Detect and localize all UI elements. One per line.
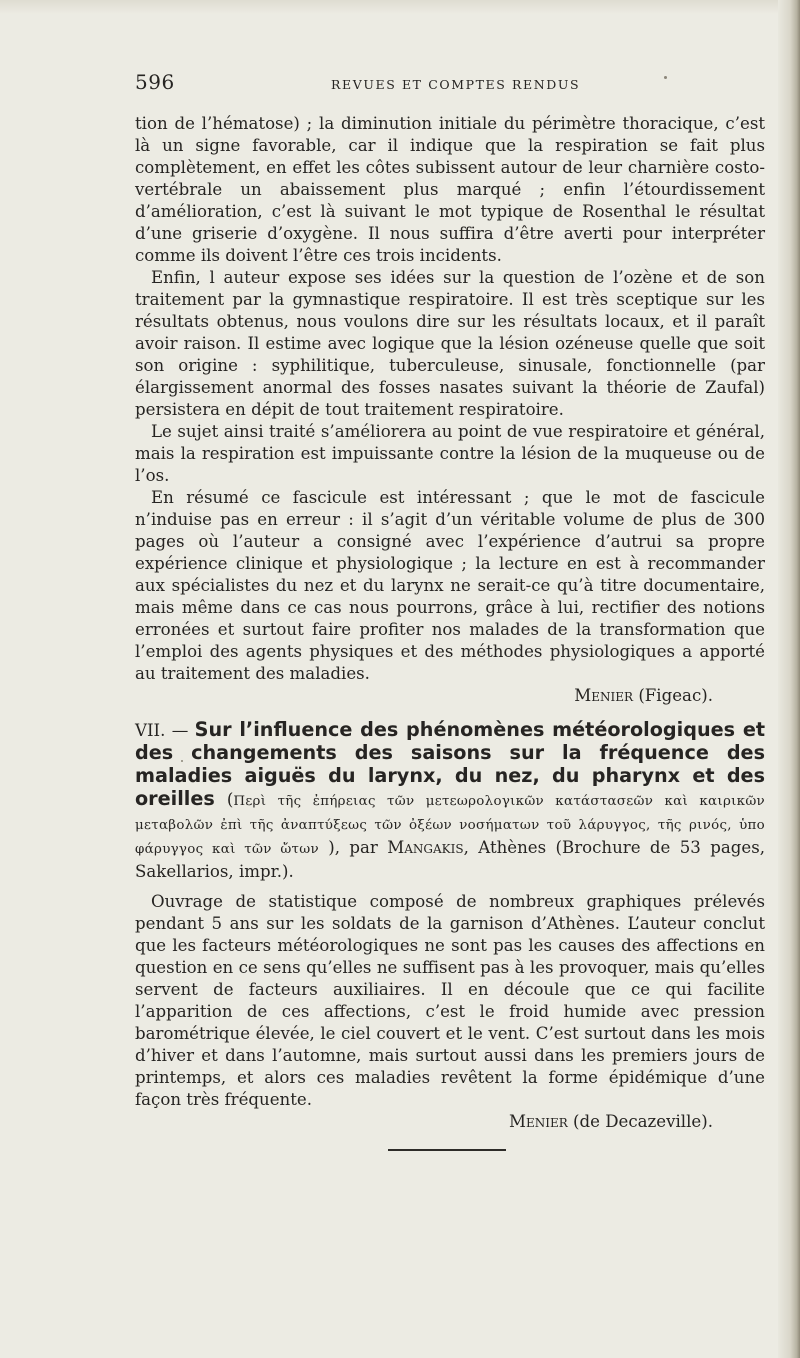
paragraph: En résumé ce fascicule est intéressant ; que le mot de fascicule n’induise pas en erreur : il s’agit d’un véritable volume de plus de 300 pages où l’auteur a consigné avec l’expérience d’autrui sa propre expérience clinique et physiologique ; la lecture en est à recommander aux spécialistes du nez et du larynx ne serait-ce qu’à titre documentaire, mais même dans ce cas nous pourrons, grâce à lui, rectifier des notions erronées et surtout faire profiter nos malades de la transformation que l’emploi des agents physiques et des méthodes physiologiques a apporté au traitement des maladies. [135,488,765,683]
greek-close: ), par [318,838,388,857]
running-head: REVUES ET COMPTES RENDUS [331,77,581,92]
signature-place: (de Decazeville). [567,1112,713,1131]
page-header [135,70,765,100]
paragraph: tion de l’hématose) ; la diminution initiale du périmètre thoracique, c’est là un signe favorable, car il indique que la respiration se fait plus complètement, en effet les côtes subissent autour de leur charnière costo-vertébrale un abaissement plus marqué ; enfin l’étourdissement d’amélioration, c’est là suivant le mot typique de Rosenthal le résultat d’une griserie d’oxygène. Il nous suffira d’être averti pour interpréter comme ils doivent l’être ces trois incidents. [135,114,765,265]
section-numeral: VII. — [135,721,195,740]
closing-rule [388,1149,506,1151]
greek-title: Περὶ τῆς ἐπήρειας τῶν μετεωρολογικῶν κατάστασεῶν καὶ καιρικῶν μεταβολῶν ἐπὶ τῆς ἀναπτύξεως τῶν ὀξέων νοσήματων τοῦ λάρυγγος, τῆς ρινός, ὑπο φάρυγγος καὶ τῶν ὤτων [135,794,765,857]
paragraph: Ouvrage de statistique composé de nombreux graphiques prélevés pendant 5 ans sur les soldats de la garnison d’Athènes. L’auteur conclut que les facteurs météorologiques ne sont pas les causes des affections en question en ce sens qu’elles ne suffisent pas à les provoquer, mais qu’elles servent de facteurs auxiliaires. Il en découle que ce qui facilite l’apparition de ces affections, c’est le froid humide avec pression barométrique élevée, le ciel couvert et le vent. C’est surtout dans les mois d’hiver et dans l’automne, mais surtout aussi dans les premiers jours de printemps, et alors ces maladies revêtent la forme épidémique d’une façon très fréquente. [135,892,765,1109]
section-heading [135,719,765,883]
paragraph: Enfin, l auteur expose ses idées sur la question de l’ozène et de son traitement par la gymnastique respiratoire. Il est très sceptique sur les résultats obtenus, nous voulons dire sur les résultats locaux, et il paraît avoir raison. Il estime avec logique que la lésion ozéneuse quelle que soit son origine : syphilitique, tuberculeuse, sinusale, fonctionnelle (par élargissement anormal des fosses nasates suivant la théorie de Zaufal) persistera en dépit de tout traitement respiratoire. [135,268,765,419]
signature-place: (Figeac). [633,686,713,705]
review-signature [135,685,765,707]
signature-name: Menier [574,686,634,705]
greek-open: ( [214,790,234,809]
section-title: Sur l’influence des phénomènes météorologiques et des changements des saisons sur la fréquence des maladies aiguës du larynx, du nez, du pharynx et des oreilles [135,718,766,810]
page-body [135,113,765,1151]
publication-details: , Athènes (Brochure de 53 pages, Sakellarios, impr.). [135,838,765,881]
page-top-shadow [0,0,800,14]
signature-name: Menier [508,1112,568,1131]
paragraph: Le sujet ainsi traité s’améliorera au point de vue respiratoire et général, mais la respiration est impuissante contre la lésion de la muqueuse ou de l’os. [135,422,765,485]
page-edge-shadow [778,0,800,1358]
review-signature [135,1111,765,1133]
page-number: 596 [135,70,175,94]
author-name: Mangakis [387,838,464,857]
